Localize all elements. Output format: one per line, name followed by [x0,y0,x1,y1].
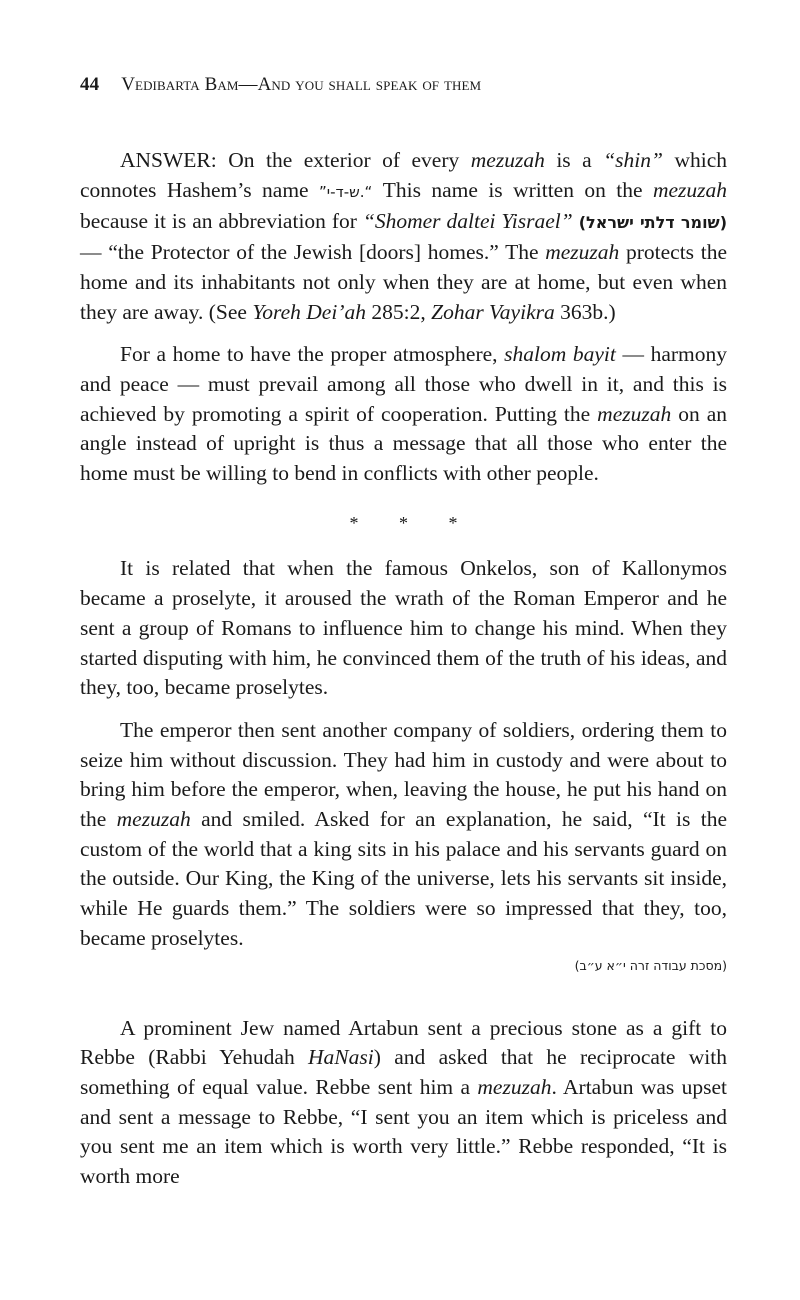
text-run: ) and asked that he reciprocate with something of equal value. Rebbe sent him a [80,1045,727,1099]
text-run: protects the home and its inhabitants not only when they are at home, but even when they are away. (See [80,240,727,324]
source-citation: (מסכת עבודה זרה י״א ע״ב) [574,957,727,973]
section-artabun [80,1014,727,1192]
italic-term: HaNasi [308,1045,374,1070]
italic-term: Yoreh Dei’ah [252,299,366,324]
paragraph [80,1014,727,1192]
paragraph [80,146,727,327]
hebrew-text: (שומר דלתי ישראל) [578,213,728,233]
text-run: which connotes Hashem’s name [80,148,728,202]
text-run: The emperor then sent another company of soldiers, ordering them to seize him without discussion. They had him in custody and were about to bring him before the emperor, when, leaving the house, he put his hand on the [80,717,727,832]
text-run: It is related that when the famous Onkelos, son of Kallonymos became a proselyte, it aroused the wrath of the Roman Emperor and he sent a group of Romans to influence him to change his mind. When they started disputing with him, he convinced them of the truth of his ideas, and they, too, became proselytes. [80,556,727,700]
italic-term: mezuzah [652,177,728,202]
hebrew-text: ”ש-ד-י.“ [319,182,373,201]
text-run: ANSWER: On the exterior of every [120,148,471,172]
italic-term: mezuzah [470,148,545,172]
italic-term: “Shomer daltei Yisrael” [362,209,573,234]
text-run: 285:2, [366,299,432,324]
running-title: Vedibarta Bam—And you shall speak of them [121,74,482,95]
italic-term: mezuzah [477,1074,552,1099]
page-number: 44 [80,74,100,95]
italic-term: mezuzah [545,240,620,265]
section-separator: * * * [349,512,476,533]
section-onkelos [80,554,727,953]
paragraph [80,716,727,954]
page-body [80,146,727,1192]
paragraph [80,554,727,703]
italic-term: shalom bayit [504,342,616,367]
text-run: . Artabun was upset and sent a message to Rebbe, “I sent you an item which is priceless and you sent me an item which is worth very little.” Rebbe responded, “It is worth more [80,1074,728,1189]
text-run: because it is an abbreviation for [80,209,363,234]
text-run: and smiled. Asked for an explanation, he said, “It is the custom of the world that a king sits in his palace and his servants guard on the outside. Our King, the King of the universe, lets his servants sit inside, while He guards them.” The soldiers were so impressed that they, too, became proselytes. [80,807,727,950]
text-run: on an angle instead of upright is thus a message that all those who enter the home must be willing to bend in conflicts with other people. [80,401,727,486]
text-run: 363b.) [554,299,616,324]
text-run: This name is written on the [372,177,653,202]
italic-term: mezuzah [597,401,672,426]
text-run: — harmony and peace — must prevail among all those who dwell in it, and this is achieved by promoting a spirit of cooperation. Putting the [80,342,728,426]
italic-term: Zohar Vayikra [431,299,555,324]
text-run: is a [544,148,604,172]
text-run: — “the Protector of the Jewish [doors] homes.” The [80,240,546,265]
text-run: For a home to have the proper atmosphere, [120,342,505,367]
italic-term: “shin” [603,148,663,172]
text-run: A prominent Jew named Artabun sent a precious stone as a gift to Rebbe (Rabbi Yehudah [80,1015,727,1070]
italic-term: mezuzah [116,807,191,832]
section-gap [80,976,727,1014]
section-mezuzah-shin [80,146,727,489]
paragraph [80,340,727,489]
running-header [80,74,481,96]
